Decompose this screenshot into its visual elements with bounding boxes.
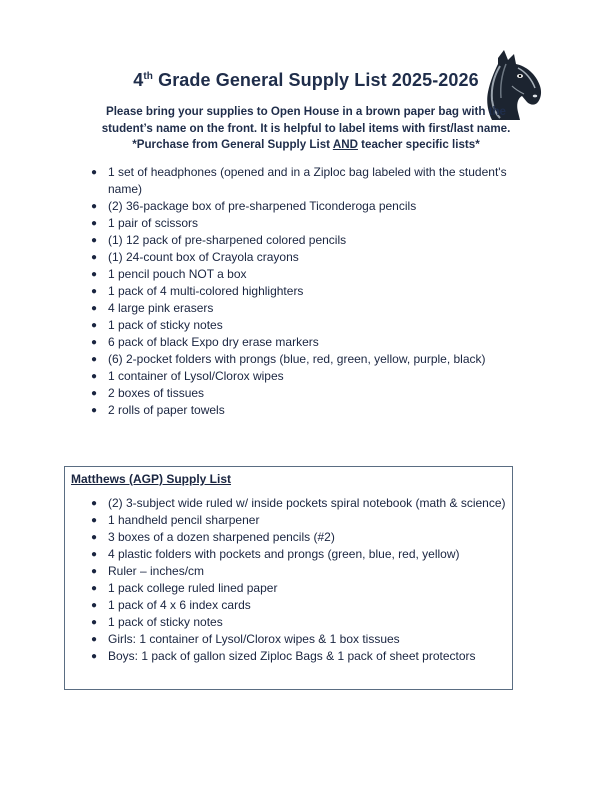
list-item <box>88 249 538 266</box>
bullet-icon: ● <box>91 388 98 399</box>
bullet-icon: ● <box>91 634 98 645</box>
list-item <box>88 351 538 368</box>
list-item <box>88 232 538 249</box>
list-item <box>88 546 508 563</box>
list-item-text: Ruler – inches/cm <box>108 564 205 578</box>
general-supply-list <box>88 164 538 419</box>
list-item <box>88 402 538 419</box>
list-item <box>88 198 538 215</box>
list-item-text: 1 pack of sticky notes <box>108 318 223 332</box>
bullet-icon: ● <box>91 498 98 509</box>
list-item <box>88 334 538 351</box>
list-item <box>88 631 508 648</box>
list-item <box>88 614 508 631</box>
intro-text <box>60 104 552 154</box>
list-item-text: 1 handheld pencil sharpener <box>108 513 260 527</box>
bullet-icon: ● <box>91 201 98 212</box>
bullet-icon: ● <box>91 583 98 594</box>
bullet-icon: ● <box>91 303 98 314</box>
list-item <box>88 529 508 546</box>
bullet-icon: ● <box>91 651 98 662</box>
bullet-icon: ● <box>91 566 98 577</box>
intro-line-2: student’s name on the front. It is helpful to label items with first/last name. <box>101 121 511 135</box>
list-item-text: 3 boxes of a dozen sharpened pencils (#2) <box>108 530 335 544</box>
list-item <box>88 300 538 317</box>
list-item <box>88 215 538 232</box>
list-item <box>88 597 508 614</box>
list-item-text: 1 pack of 4 x 6 index cards <box>108 598 251 612</box>
list-item-text: 1 pack of 4 multi-colored highlighters <box>108 284 304 298</box>
list-item-text: 4 plastic folders with pockets and prongs (green, blue, red, yellow) <box>108 547 460 561</box>
bullet-icon: ● <box>91 337 98 348</box>
list-item <box>88 495 508 512</box>
list-item-text: 1 pencil pouch NOT a box <box>108 267 247 281</box>
list-item-text: 4 large pink erasers <box>108 301 214 315</box>
bullet-icon: ● <box>91 617 98 628</box>
list-item-text: (1) 24-count box of Crayola crayons <box>108 250 299 264</box>
title-text: Grade General Supply List 2025-2026 <box>153 70 479 90</box>
list-item <box>88 283 538 300</box>
bullet-icon: ● <box>91 269 98 280</box>
list-item-text: 2 rolls of paper towels <box>108 403 225 417</box>
list-item-text: Girls: 1 container of Lysol/Clorox wipes & 1 box tissues <box>108 632 400 646</box>
bullet-icon: ● <box>91 354 98 365</box>
bullet-icon: ● <box>91 600 98 611</box>
list-item <box>88 512 508 529</box>
list-item <box>88 266 538 283</box>
list-item-text: (1) 12 pack of pre-sharpened colored pencils <box>108 233 347 247</box>
list-item-text: 1 pack college ruled lined paper <box>108 581 278 595</box>
list-item-text: (2) 36-package box of pre-sharpened Ticonderoga pencils <box>108 199 417 213</box>
list-item-text: (6) 2-pocket folders with prongs (blue, red, green, yellow, purple, black) <box>108 352 486 366</box>
list-item-text: 6 pack of black Expo dry erase markers <box>108 335 319 349</box>
agp-supply-list <box>88 495 508 665</box>
bullet-icon: ● <box>91 286 98 297</box>
bullet-icon: ● <box>91 371 98 382</box>
list-item <box>88 580 508 597</box>
bullet-icon: ● <box>91 320 98 331</box>
list-item <box>88 648 508 665</box>
intro-line-3-start: *Purchase from General Supply List <box>132 138 333 151</box>
bullet-icon: ● <box>91 218 98 229</box>
list-item <box>88 563 508 580</box>
list-item-text: 1 set of headphones (opened and in a Ziploc bag labeled with the student's name) <box>108 165 507 196</box>
list-item <box>88 164 538 198</box>
intro-line-3 <box>60 137 552 154</box>
intro-and-emphasis: AND <box>332 138 358 151</box>
list-item <box>88 385 538 402</box>
list-item <box>88 368 538 385</box>
bullet-icon: ● <box>91 235 98 246</box>
list-item-text: 1 pair of scissors <box>108 216 199 230</box>
list-item-text: 1 container of Lysol/Clorox wipes <box>108 369 284 383</box>
list-item-text: 2 boxes of tissues <box>108 386 205 400</box>
list-item-text: (2) 3-subject wide ruled w/ inside pockets spiral notebook (math & science) <box>108 496 506 510</box>
list-item-text: Boys: 1 pack of gallon sized Ziploc Bags & 1 pack of sheet protectors <box>108 649 476 663</box>
title-grade-number: 4 <box>133 70 144 90</box>
list-item-text: 1 pack of sticky notes <box>108 615 223 629</box>
bullet-icon: ● <box>91 549 98 560</box>
agp-list-title: Matthews (AGP) Supply List <box>71 472 232 486</box>
bullet-icon: ● <box>91 167 98 178</box>
bullet-icon: ● <box>91 515 98 526</box>
bullet-icon: ● <box>91 405 98 416</box>
intro-line-1: Please bring your supplies to Open House in a brown paper bag with the <box>105 105 507 118</box>
list-item <box>88 317 538 334</box>
bullet-icon: ● <box>91 252 98 263</box>
title-grade-suffix: th <box>143 71 153 82</box>
bullet-icon: ● <box>91 532 98 543</box>
intro-line-3-end: teacher specific lists* <box>357 138 480 151</box>
